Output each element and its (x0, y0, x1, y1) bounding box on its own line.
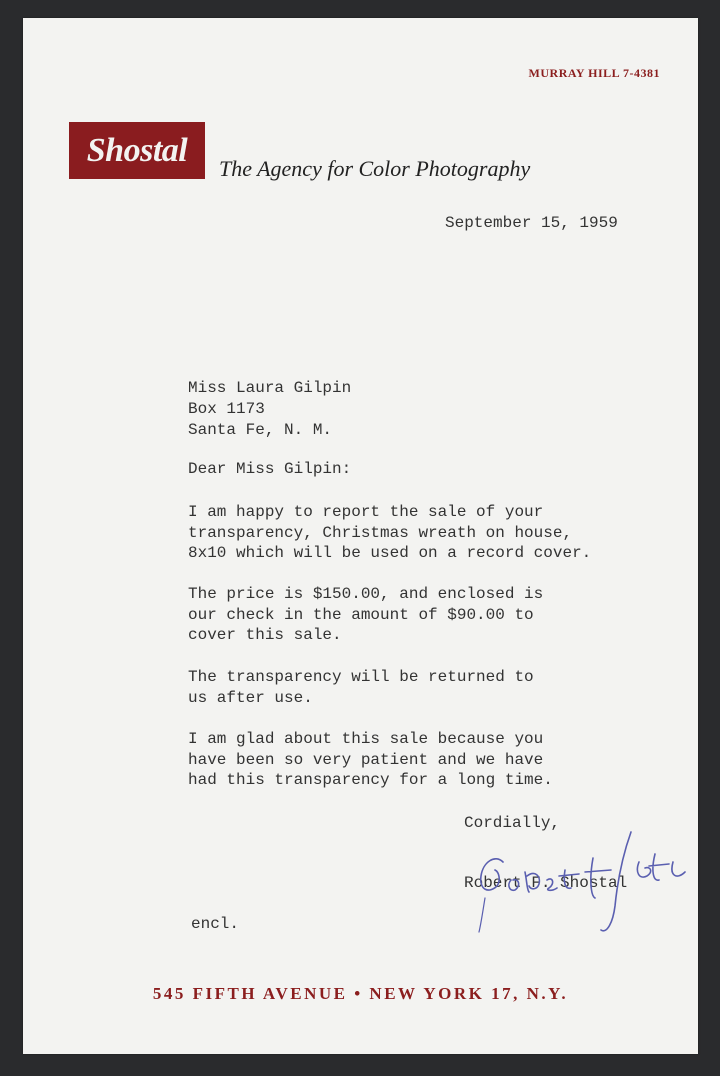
paragraph-line: had this transparency for a long time. (188, 771, 553, 789)
body-paragraph (188, 502, 591, 564)
recipient-address (188, 378, 351, 441)
paragraph-line: 8x10 which will be used on a record cover. (188, 544, 592, 562)
address-line: Miss Laura Gilpin (188, 379, 352, 397)
salutation: Dear Miss Gilpin: (188, 460, 352, 478)
phone-number: MURRAY HILL 7-4381 (528, 66, 660, 80)
paragraph-line: have been so very patient and we have (188, 750, 544, 769)
tagline: The Agency for Color Photography (219, 156, 531, 181)
paragraph-line: I am happy to report the sale of your (188, 503, 544, 521)
letter-page (23, 18, 698, 1054)
handwritten-signature (455, 810, 695, 950)
paragraph-line: cover this sale. (188, 626, 342, 644)
paragraph-line: I am glad about this sale because you (188, 730, 544, 748)
footer-address: 545 FIFTH AVENUE • NEW YORK 17, N.Y. (152, 984, 569, 1003)
body-paragraph (188, 667, 534, 708)
paragraph-line: our check in the amount of $90.00 to (188, 605, 534, 624)
paragraph-line: The transparency will be returned to (188, 668, 534, 686)
paragraph-line: transparency, Christmas wreath on house, (188, 523, 573, 542)
enclosure-note: encl. (191, 915, 240, 933)
paragraph-line: us after use. (188, 688, 313, 707)
body-paragraph (188, 729, 553, 791)
body-paragraph (188, 584, 543, 646)
address-line: Santa Fe, N. M. (188, 421, 333, 439)
paragraph-line: The price is $150.00, and enclosed is (188, 585, 544, 603)
shostal-logo: Shostal (69, 122, 205, 179)
address-line: Box 1173 (188, 400, 265, 418)
letter-date: September 15, 1959 (445, 214, 618, 232)
signer-name: Robert F. Shostal (464, 874, 628, 892)
closing: Cordially, (464, 814, 561, 832)
